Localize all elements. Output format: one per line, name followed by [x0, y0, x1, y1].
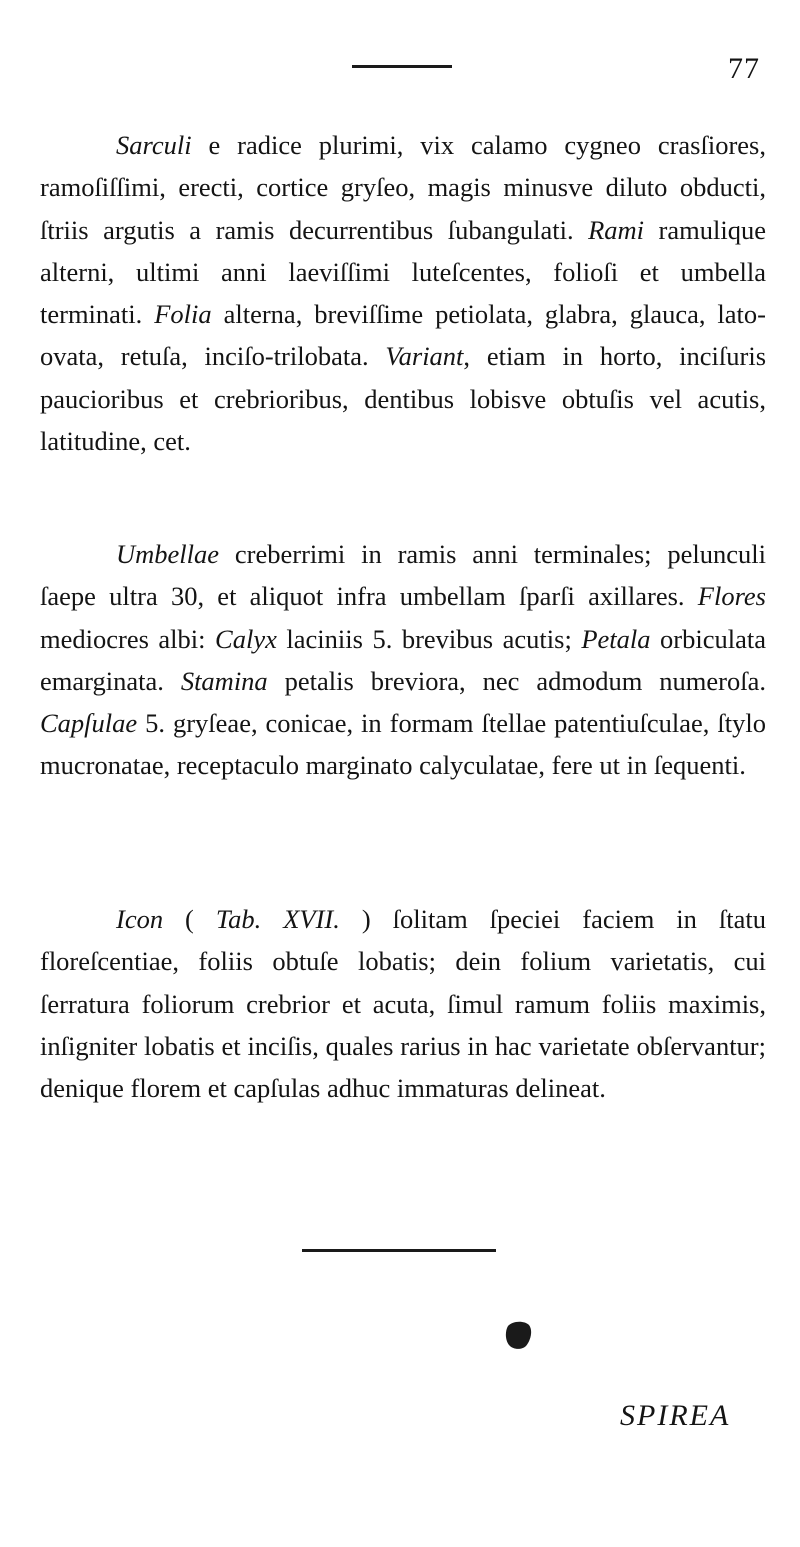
italic-term: Variant — [385, 341, 464, 372]
italic-term: Stamina — [180, 665, 268, 696]
paragraph-icon — [40, 898, 766, 1109]
italic-term: Petala — [581, 623, 651, 654]
italic-term: Calyx — [215, 623, 277, 654]
italic-term: Capſulae — [40, 708, 138, 739]
text-run: , etiam in horto, inciſuris paucioribus et crebrioribus, dentibus lobisve obtuſis vel acutis, latitudine, cet. — [40, 341, 767, 457]
text-run: creberrimi in ramis anni terminales; pelunculi ſaepe ultra 30, et aliquot infra umbellam ſparſi axillares. — [40, 539, 766, 612]
paragraph-text — [40, 898, 766, 1109]
italic-term: Folia — [154, 299, 212, 330]
text-run: ( — [163, 904, 216, 934]
ink-blot-mark — [504, 1320, 532, 1350]
text-run: ramulique alterni, ultimi anni laeviſſimi luteſcentes, folioſi et umbella terminati. — [40, 214, 766, 330]
closing-rule — [302, 1249, 496, 1252]
text-run: orbiculata emarginata. — [40, 623, 766, 696]
italic-term: Sarculi — [116, 130, 192, 160]
text-run: alterna, breviſſime petiolata, glabra, glauca, lato-ovata, retuſa, inciſo-trilobata. — [40, 299, 766, 372]
paragraph-umbellae — [40, 533, 766, 787]
page-number: 77 — [728, 52, 760, 85]
text-run: petalis breviora, nec admodum numeroſa. — [267, 665, 766, 696]
paragraph-text — [40, 124, 766, 462]
italic-term: Tab. XVII. — [215, 904, 340, 934]
italic-term: Rami — [588, 214, 645, 245]
paragraph-text — [40, 533, 766, 787]
text-run: laciniis 5. brevibus acutis; — [276, 623, 582, 654]
catchword: SPIREA — [620, 1399, 731, 1432]
text-run: mediocres albi: — [40, 623, 216, 654]
paragraph-sarculi — [40, 124, 766, 462]
text-run: 5. gryſeae, conicae, in formam ſtellae patentiuſculae, ſtylo mucronatae, receptaculo marginato calyculatae, fere ut in ſequenti. — [40, 708, 766, 781]
text-run: e radice plurimi, vix calamo cygneo crasſiores, ramoſiſſimi, erecti, cortice gryſeo, magis minusve diluto obducti, ſtriis argutis a ramis decurrentibus ſubangulati. — [40, 130, 766, 245]
italic-term: Flores — [697, 581, 766, 612]
header-rule — [352, 65, 452, 68]
text-run: ) ſolitam ſpeciei faciem in ſtatu floreſcentiae, foliis obtuſe lobatis; dein folium varietatis, cui ſerratura foliorum crebrior et acuta, ſimul ramum foliis maximis, inſigniter lobatis et inciſis, quales rarius in hac varietate obſervantur; denique florem et capſulas adhuc immaturas delineat. — [40, 904, 766, 1104]
italic-term: Icon — [116, 904, 164, 934]
italic-term: Umbellae — [116, 539, 220, 569]
